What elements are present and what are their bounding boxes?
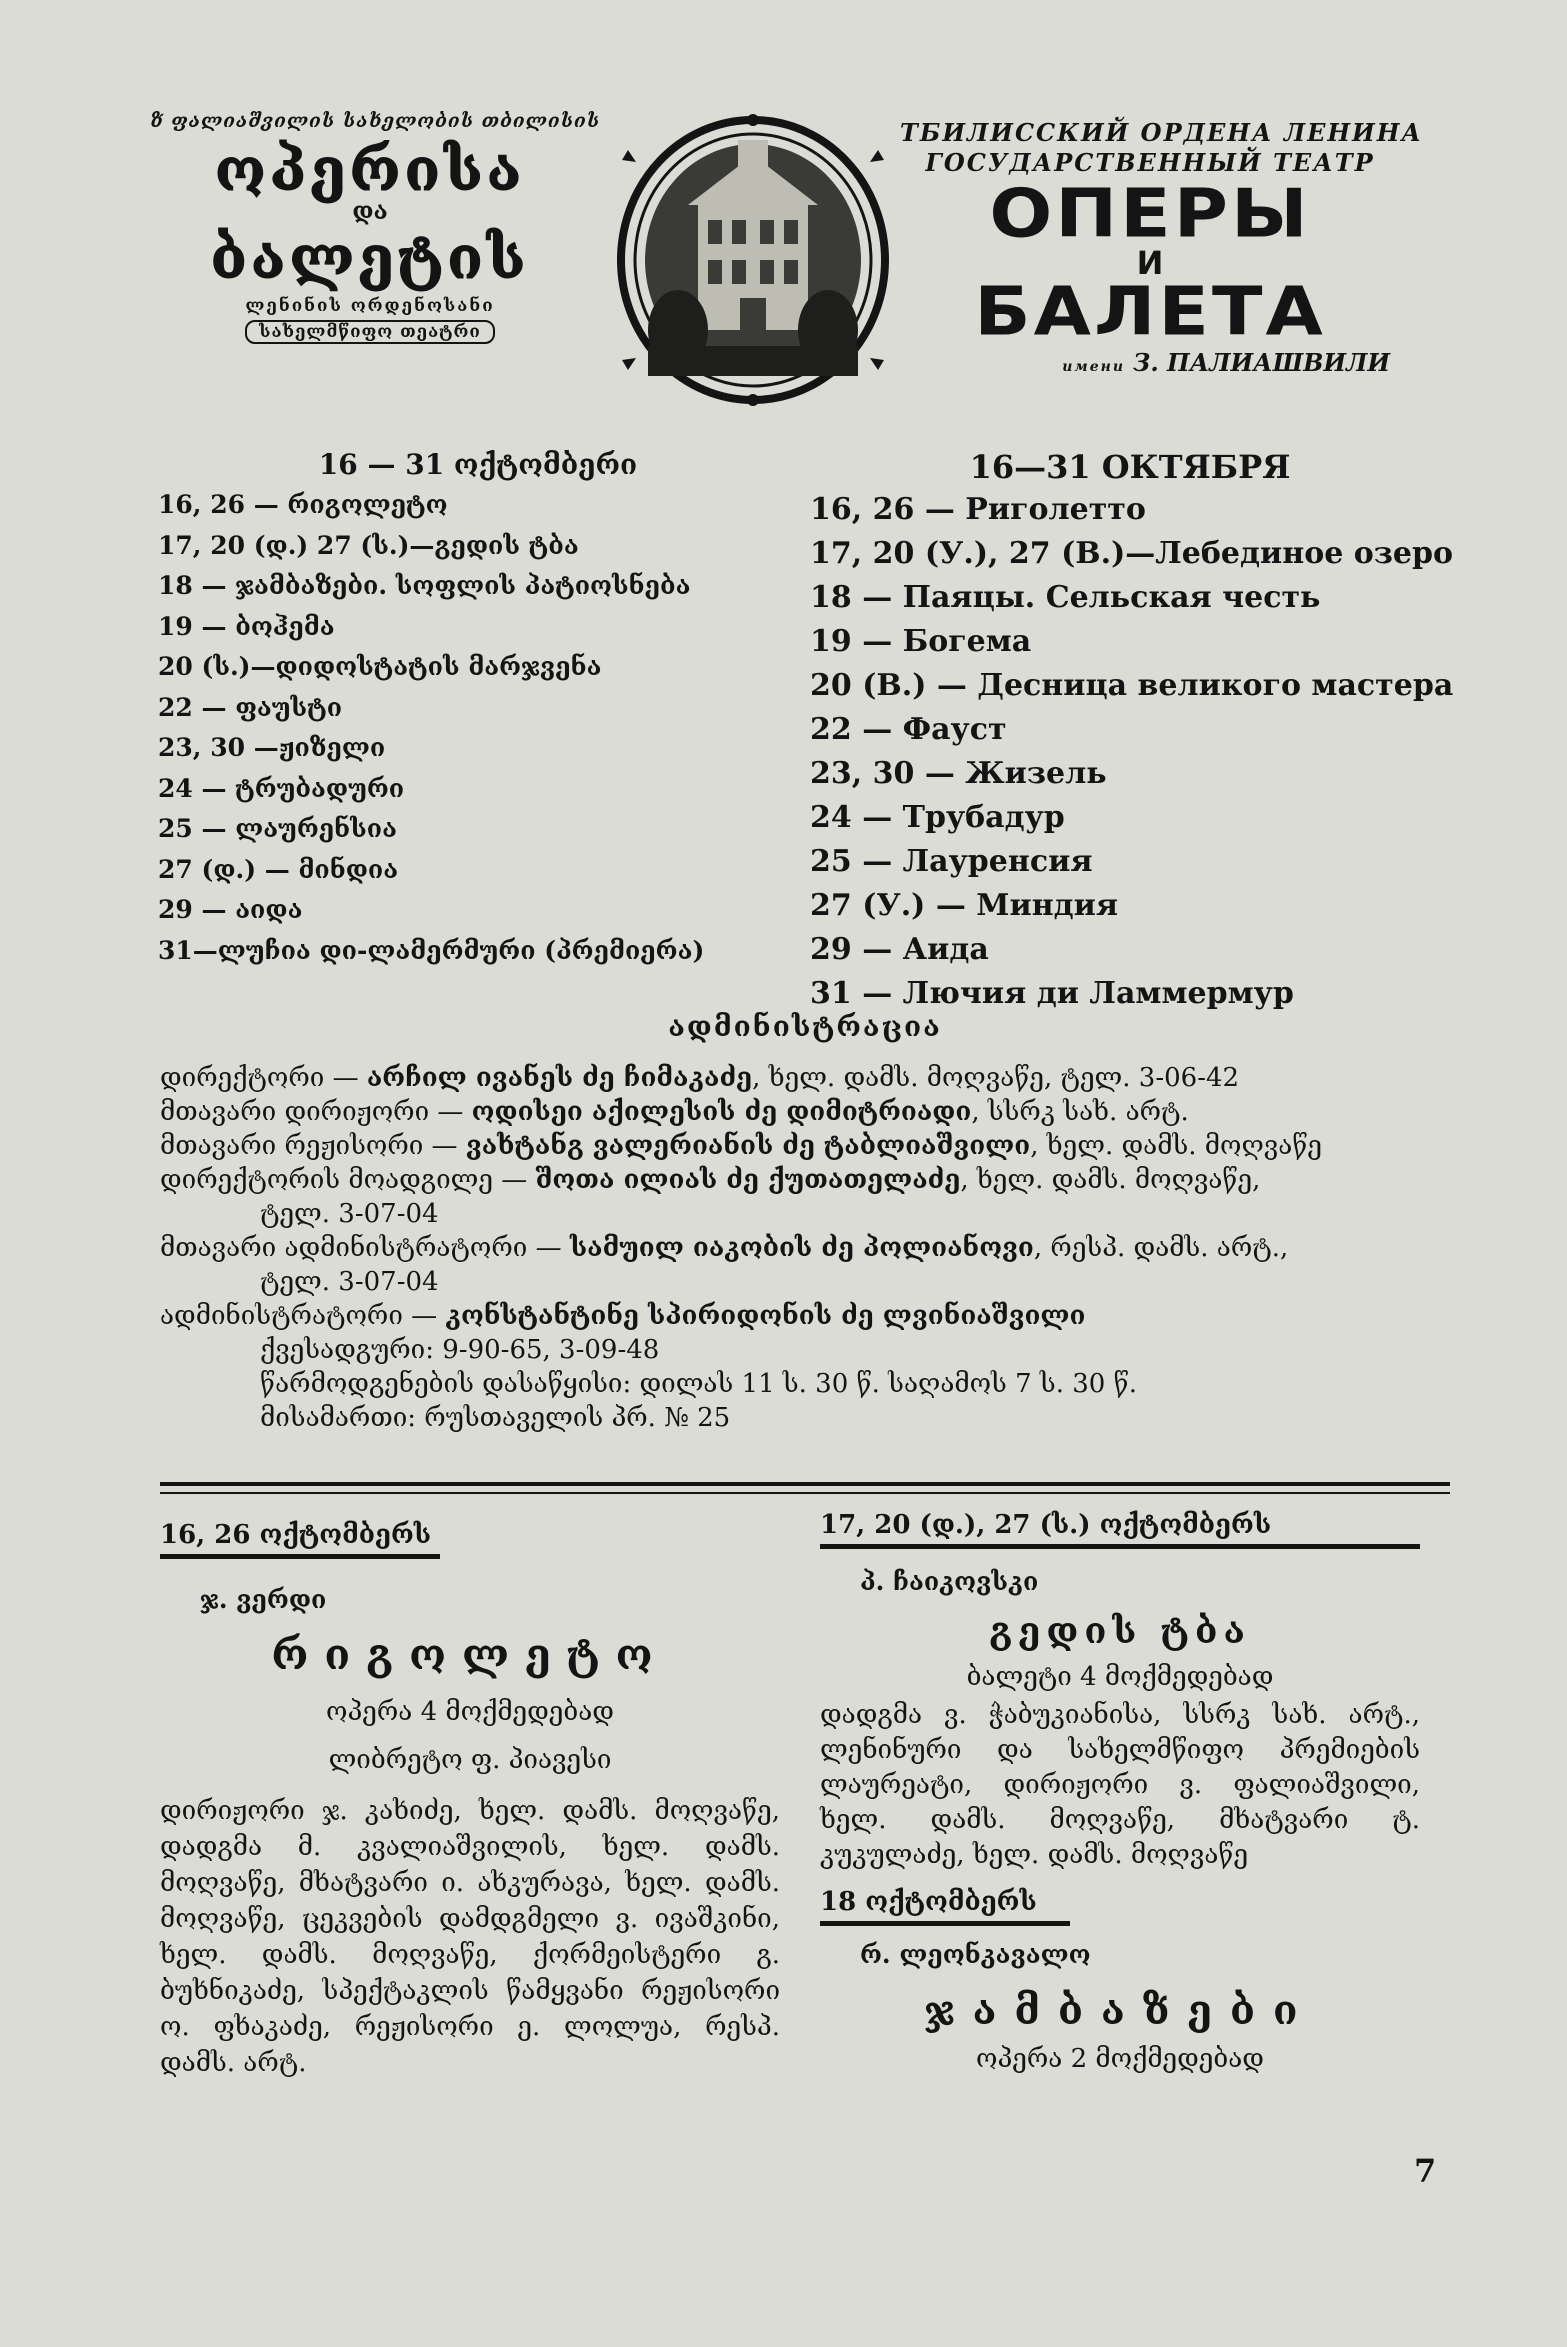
admin-detail: , ხელ. დამს. მოღვაწე, ტელ. 3-06-42 (752, 1063, 1240, 1093)
admin-detail: , ხელ. დამს. მოღვაწე, (960, 1165, 1261, 1195)
schedule-ru-row: 27 (У.) — Миндия (810, 888, 1119, 923)
schedule-ka-row: 18 — ჯამბაზები. სოფლის პატიოსნება (158, 571, 691, 600)
schedule-ka-row: 20 (ს.)—დიდოსტატის მარჯვენა (158, 652, 602, 681)
rigoletto-date-underline (160, 1554, 440, 1559)
swan-lake-author: პ. ჩაიკოვსკი (860, 1567, 1039, 1596)
admin-role: ადმინისტრატორი — (160, 1301, 446, 1331)
admin-detail: ტელ. 3-07-04 (260, 1199, 439, 1229)
admin-line (160, 1163, 1450, 1197)
pagliacci-date-underline (820, 1921, 1070, 1926)
header-ru-top1: ТБИЛИССКИЙ ОРДЕНА ЛЕНИНА (900, 118, 1423, 147)
header-ru-i: И (1136, 244, 1164, 282)
admin-person: ოდისეი აქილესის ძე დიმიტრიადი (471, 1097, 972, 1127)
schedule-ru-row: 19 — Богема (810, 624, 1032, 659)
admin-role: მთავარი რეჟისორი — (160, 1131, 466, 1161)
admin-line (160, 1061, 1450, 1095)
admin-role: დირექტორის მოადგილე — (160, 1165, 536, 1195)
admin-line (160, 1299, 1450, 1333)
header-ru-opera: ОПЕРЫ (989, 175, 1311, 253)
admin-person: სამუილ იაკობის ძე პოლიანოვი (569, 1233, 1034, 1263)
header-ru-ballet: БАЛЕТА (974, 273, 1326, 351)
rigoletto-title: რიგოლეტო (271, 1630, 669, 1679)
administration-title: ადმინისტრაცია (668, 1010, 942, 1043)
pagliacci-date-block (820, 1887, 1070, 1926)
rigoletto-subtitle: ოპერა 4 მოქმედებად (326, 1697, 614, 1727)
schedule-ru-row: 16, 26 — Риголетто (810, 492, 1146, 527)
header-ru-imeni (900, 348, 1400, 377)
schedule-ru-row: 29 — Аида (810, 932, 989, 967)
header-ka-order: ლენინის ორდენოსანი (245, 296, 495, 316)
schedule-ru-row: 25 — Лауренсия (810, 844, 1093, 879)
schedule-ka-row: 29 — აიდა (158, 895, 303, 924)
admin-person: კონსტანტინე სპირიდონის ძე ლვინიაშვილი (445, 1301, 1086, 1331)
admin-info-substation: ქვესადგური: 9-90-65, 3-09-48 (260, 1335, 660, 1365)
swan-lake-title: გედის ტბა (989, 1610, 1251, 1652)
admin-detail: , ხელ. დამს. მოღვაწე (1030, 1131, 1323, 1161)
schedule-ka-row: 17, 20 (დ.) 27 (ს.)—გედის ტბა (158, 530, 579, 560)
rigoletto-date-block (160, 1520, 440, 1559)
divider-rule-bottom (160, 1492, 1450, 1494)
header-ka-state-theatre: სახელმწიფო თეატრი (245, 320, 495, 344)
schedule-ru-row: 18 — Паяцы. Сельская честь (810, 580, 1321, 615)
swan-lake-date: 17, 20 (დ.), 27 (ს.) ოქტომბერს (820, 1510, 1272, 1540)
swan-lake-date-underline (820, 1544, 1420, 1549)
pagliacci-title: ჯამბაზები (924, 1987, 1316, 2034)
schedule-ka-row: 27 (დ.) — მინდია (158, 854, 399, 884)
admin-detail: , რესპ. დამს. არტ., (1033, 1233, 1289, 1263)
divider-rule-top (160, 1482, 1450, 1486)
schedule-ka-row: 31—ლუჩია დი-ლამერმური (პრემიერა) (158, 935, 705, 965)
schedule-ka-row: 25 — ლაურენსია (158, 814, 397, 843)
swan-lake-credits: დადგმა ვ. ჭაბუკიანისა, სსრკ სახ. არტ., ლენინური და სახელმწიფო პრემიების ლაურეატი, დირიჟორი ვ. ფალიაშვილი, ხელ. დამს. მოღვაწე, მხატვარი ტ. კუკულაძე, ხელ. დამს. მოღვაწე (820, 1700, 1420, 1870)
rigoletto-column (160, 1520, 780, 2081)
admin-role: დირექტორი — (160, 1063, 367, 1093)
page-number: 7 (1414, 2152, 1437, 2190)
rigoletto-author: ჯ. ვერდი (200, 1585, 327, 1614)
administration-lines (160, 1061, 1450, 1333)
admin-info-start-time: წარმოდგენების დასაწყისი: დილას 11 ს. 30 წ. საღამოს 7 ს. 30 წ. (260, 1369, 1137, 1399)
theatre-building-emblem-icon (608, 110, 898, 410)
admin-person: ვახტანგ ვალერიანის ძე ტაბლიაშვილი (465, 1131, 1031, 1161)
schedule-georgian (158, 448, 798, 971)
header-ru-imeni-word: имени (1062, 359, 1126, 375)
admin-detail: ტელ. 3-07-04 (260, 1267, 439, 1297)
schedule-ka-row: 22 — ფაუსტი (158, 692, 343, 722)
schedule-ru-title: 16—31 ОКТЯБРЯ (969, 448, 1291, 486)
admin-person: შოთა ილიას ძე ქუთათელაძე (535, 1165, 961, 1195)
admin-role: მთავარი დირიჟორი — (160, 1097, 472, 1127)
schedule-ru-row: 20 (В.) — Десница великого мастера (810, 668, 1454, 703)
header-ka-ballet: ბალეტის (210, 224, 530, 292)
header-ru-top2: ГОСУДАРСТВЕННЫЙ ТЕАТР (925, 148, 1375, 177)
admin-person: არჩილ ივანეს ძე ჩიმაკაძე (366, 1063, 753, 1093)
header-ka-da: და (352, 196, 388, 225)
admin-detail: , სსრკ სახ. არტ. (971, 1097, 1189, 1127)
schedule-ru-row: 23, 30 — Жизель (810, 756, 1107, 791)
admin-line (160, 1095, 1450, 1129)
schedule-ka-row: 16, 26 — რიგოლეტო (158, 490, 448, 519)
rigoletto-credits: დირიჟორი ჯ. კახიძე, ხელ. დამს. მოღვაწე, დადგმა მ. კვალიაშვილის, ხელ. დამს. მოღვაწე, მხატვარი ი. ახკურავა, ხელ. დამს. მოღვაწე, ცეკვების დამდგმელი ვ. ივაშკინი, ხელ. დამს. მოღვაწე, ქორმეისტერი გ. ბუხნიკაძე, სპექტაკლის წამყვანი რეჟისორი ო. ფხაკაძე, რეჟისორი ე. ლოლუა, რესპ. დამს. არტ. (160, 1796, 780, 2078)
pagliacci-author: რ. ლეონკავალო (860, 1940, 1091, 1969)
admin-info-address: მისამართი: რუსთაველის პრ. № 25 (260, 1403, 731, 1433)
header-georgian (150, 110, 601, 344)
admin-line (160, 1197, 1450, 1231)
admin-line (160, 1231, 1450, 1265)
header-russian (900, 118, 1423, 377)
administration-section (160, 1010, 1450, 1435)
admin-line (160, 1265, 1450, 1299)
admin-line (160, 1129, 1450, 1163)
schedule-ru-row: 17, 20 (У.), 27 (В.)—Лебединое озеро (810, 536, 1453, 571)
schedule-ru-row: 24 — Трубадур (810, 800, 1065, 835)
header-ka-opera: ოპერისა (214, 136, 526, 204)
schedule-ru-row: 22 — Фауст (810, 712, 1007, 747)
header-ru-name: З. ПАЛИАШВИЛИ (1133, 348, 1390, 377)
schedule-ru-row: 31 — Лючия ди Ламмермур (810, 976, 1294, 1011)
pagliacci-subtitle: ოპერა 2 მოქმედებად (976, 2044, 1264, 2074)
swan-lake-subtitle: ბალეტი 4 მოქმედებად (966, 1662, 1274, 1692)
pagliacci-date: 18 ოქტომბერს (820, 1887, 1037, 1917)
swan-lake-column (820, 1510, 1420, 2074)
schedule-ka-row: 23, 30 —ჟიზელი (158, 733, 386, 762)
schedule-ka-row: 19 — ბოჰემა (158, 611, 335, 641)
schedule-russian (810, 448, 1454, 1016)
schedule-ka-row: 24 — ტრუბადური (158, 773, 405, 803)
admin-role: მთავარი ადმინისტრატორი — (160, 1233, 570, 1263)
header-ka-top: ზ ფალიაშვილის სახელობის თბილისის (150, 110, 601, 132)
rigoletto-libretto: ლიბრეტო ფ. პიავესი (328, 1745, 612, 1775)
rigoletto-date: 16, 26 ოქტომბერს (160, 1520, 432, 1550)
schedule-ka-title: 16 — 31 ოქტომბერი (318, 448, 638, 481)
